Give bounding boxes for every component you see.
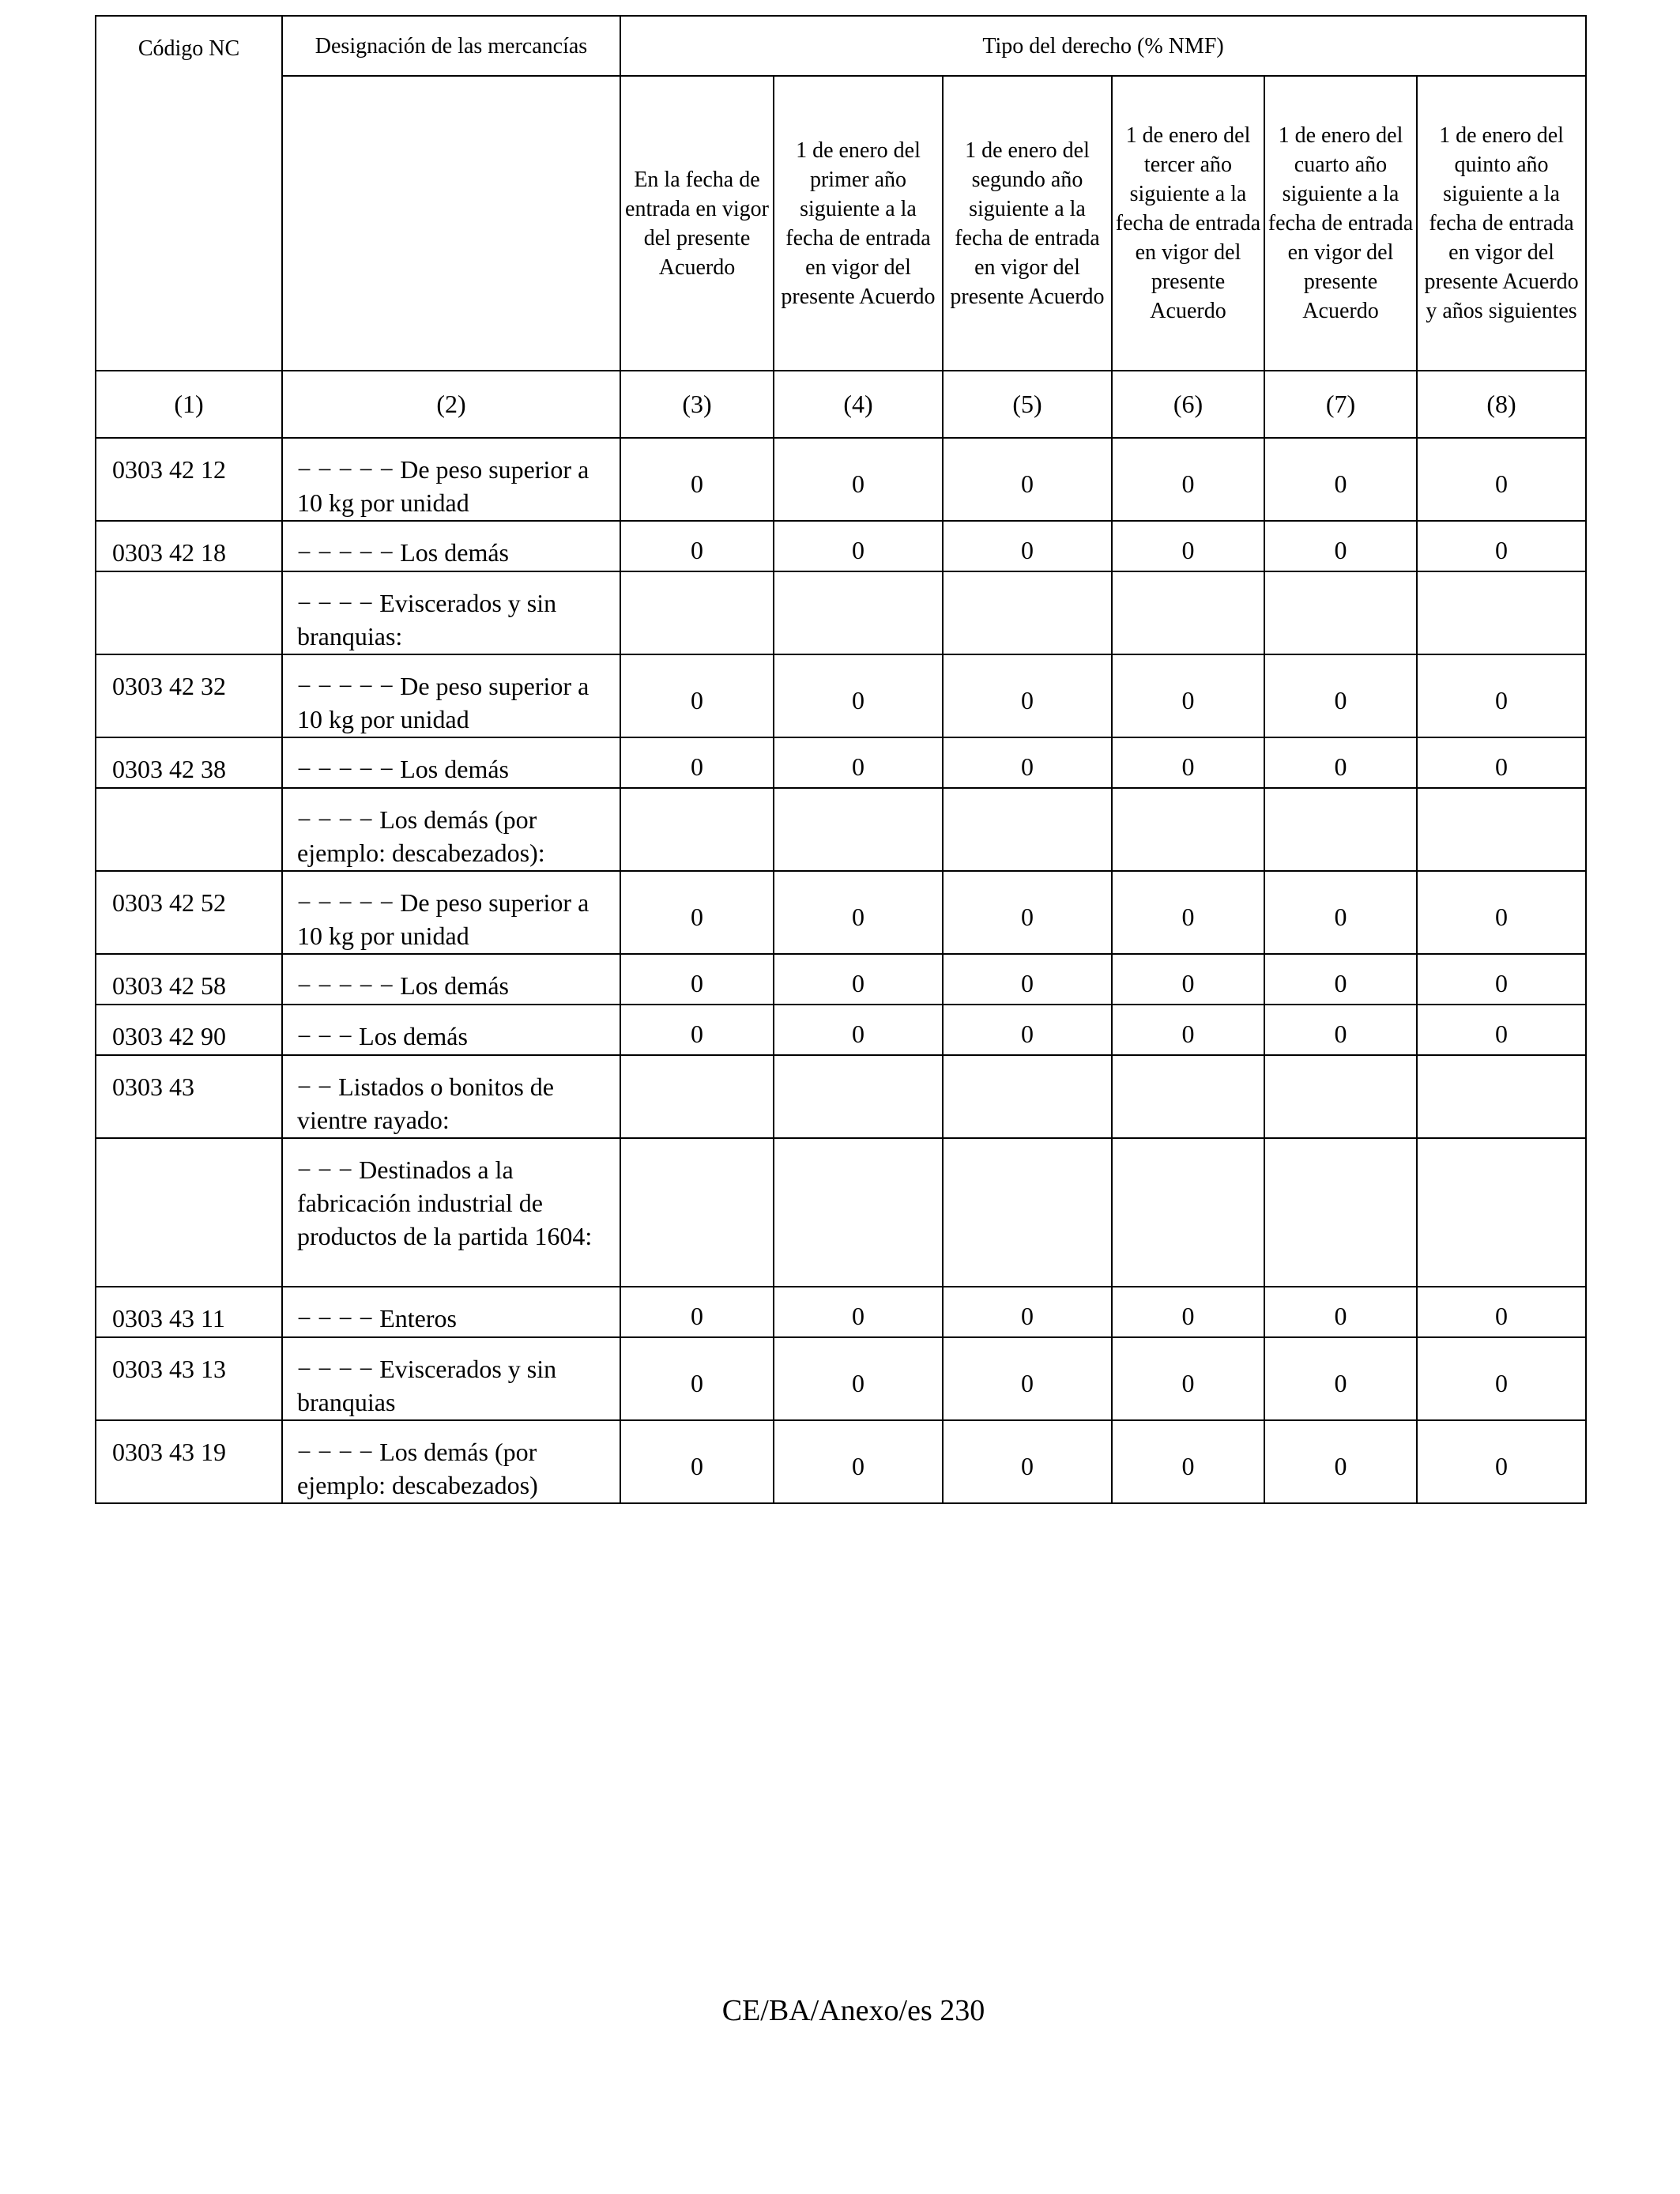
row-rate-stage-5 bbox=[1264, 1055, 1417, 1138]
row-rate-stage-4: 0 bbox=[1112, 737, 1264, 788]
row-rate-stage-3 bbox=[943, 1138, 1112, 1287]
row-rate-stage-4 bbox=[1112, 571, 1264, 654]
page-footer: CE/BA/Anexo/es 230 bbox=[721, 1994, 985, 2027]
row-description: − − − − − De peso superior a 10 kg por unidad bbox=[282, 871, 620, 954]
row-rate-stage-1 bbox=[620, 571, 774, 654]
row-rate-stage-5: 0 bbox=[1264, 521, 1417, 571]
row-rate-stage-6: 0 bbox=[1417, 737, 1586, 788]
row-rate-stage-1: 0 bbox=[620, 737, 774, 788]
table-row bbox=[96, 1055, 1586, 1138]
header-stage-4: 1 de enero del tercer año siguiente a la fecha de entrada en vigor del presente Acuerdo bbox=[1112, 76, 1264, 371]
row-rate-stage-4: 0 bbox=[1112, 1287, 1264, 1337]
table-row bbox=[96, 1138, 1586, 1287]
row-rate-stage-3: 0 bbox=[943, 1337, 1112, 1420]
tariff-table bbox=[95, 15, 1587, 1504]
column-number-4: (4) bbox=[774, 371, 943, 438]
row-code: 0303 42 38 bbox=[96, 737, 282, 788]
row-rate-stage-4 bbox=[1112, 788, 1264, 871]
row-code: 0303 43 11 bbox=[96, 1287, 282, 1337]
row-rate-stage-5: 0 bbox=[1264, 1420, 1417, 1503]
header-stage-3: 1 de enero del segundo año siguiente a la fecha de entrada en vigor del presente Acuerdo bbox=[943, 76, 1112, 371]
row-rate-stage-2 bbox=[774, 1055, 943, 1138]
row-rate-stage-2: 0 bbox=[774, 521, 943, 571]
row-rate-stage-6: 0 bbox=[1417, 1005, 1586, 1055]
row-rate-stage-2: 0 bbox=[774, 1287, 943, 1337]
row-rate-stage-4: 0 bbox=[1112, 521, 1264, 571]
row-description: − − − − − De peso superior a 10 kg por unidad bbox=[282, 438, 620, 521]
row-rate-stage-3 bbox=[943, 788, 1112, 871]
row-code: 0303 42 52 bbox=[96, 871, 282, 954]
row-code bbox=[96, 1138, 282, 1287]
table-row bbox=[96, 788, 1586, 871]
row-rate-stage-5: 0 bbox=[1264, 1287, 1417, 1337]
row-code: 0303 43 19 bbox=[96, 1420, 282, 1503]
row-description: − − Listados o bonitos de vientre rayado: bbox=[282, 1055, 620, 1138]
column-number-5: (5) bbox=[943, 371, 1112, 438]
row-rate-stage-6: 0 bbox=[1417, 438, 1586, 521]
row-rate-stage-5: 0 bbox=[1264, 438, 1417, 521]
row-rate-stage-3: 0 bbox=[943, 1287, 1112, 1337]
header-stage-2: 1 de enero del primer año siguiente a la fecha de entrada en vigor del presente Acuerdo bbox=[774, 76, 943, 371]
header-designation: Designación de las mercancías bbox=[282, 16, 620, 76]
table-row bbox=[96, 871, 1586, 954]
row-rate-stage-2: 0 bbox=[774, 654, 943, 737]
header-stage-6: 1 de enero del quinto año siguiente a la fecha de entrada en vigor del presente Acuerdo y años siguientes bbox=[1417, 76, 1586, 371]
row-rate-stage-2: 0 bbox=[774, 737, 943, 788]
row-rate-stage-3: 0 bbox=[943, 737, 1112, 788]
header-stage-1: En la fecha de entrada en vigor del presente Acuerdo bbox=[620, 76, 774, 371]
row-rate-stage-1: 0 bbox=[620, 1005, 774, 1055]
row-rate-stage-5 bbox=[1264, 1138, 1417, 1287]
row-rate-stage-6: 0 bbox=[1417, 1337, 1586, 1420]
row-rate-stage-6 bbox=[1417, 788, 1586, 871]
row-rate-stage-1: 0 bbox=[620, 1337, 774, 1420]
row-rate-stage-1 bbox=[620, 1138, 774, 1287]
row-code: 0303 42 12 bbox=[96, 438, 282, 521]
row-rate-stage-5: 0 bbox=[1264, 1337, 1417, 1420]
row-description: − − − − − De peso superior a 10 kg por unidad bbox=[282, 654, 620, 737]
row-rate-stage-6: 0 bbox=[1417, 871, 1586, 954]
row-description: − − − Destinados a la fabricación industrial de productos de la partida 1604: bbox=[282, 1138, 620, 1287]
row-code: 0303 42 58 bbox=[96, 954, 282, 1005]
row-rate-stage-4: 0 bbox=[1112, 871, 1264, 954]
row-rate-stage-6: 0 bbox=[1417, 521, 1586, 571]
row-rate-stage-2 bbox=[774, 571, 943, 654]
row-description: − − − − Los demás (por ejemplo: descabezados) bbox=[282, 1420, 620, 1503]
row-rate-stage-1: 0 bbox=[620, 438, 774, 521]
column-number-6: (6) bbox=[1112, 371, 1264, 438]
row-rate-stage-6: 0 bbox=[1417, 654, 1586, 737]
row-rate-stage-3: 0 bbox=[943, 521, 1112, 571]
row-rate-stage-2: 0 bbox=[774, 1005, 943, 1055]
row-rate-stage-1 bbox=[620, 788, 774, 871]
row-code bbox=[96, 788, 282, 871]
header-code-nc: Código NC bbox=[96, 16, 282, 371]
row-code: 0303 42 18 bbox=[96, 521, 282, 571]
row-description: − − − − Los demás (por ejemplo: descabezados): bbox=[282, 788, 620, 871]
row-code: 0303 42 90 bbox=[96, 1005, 282, 1055]
row-rate-stage-2 bbox=[774, 788, 943, 871]
row-rate-stage-3: 0 bbox=[943, 1420, 1112, 1503]
row-code: 0303 43 13 bbox=[96, 1337, 282, 1420]
row-rate-stage-3: 0 bbox=[943, 1005, 1112, 1055]
row-rate-stage-6: 0 bbox=[1417, 1287, 1586, 1337]
row-rate-stage-5: 0 bbox=[1264, 737, 1417, 788]
row-rate-stage-5: 0 bbox=[1264, 1005, 1417, 1055]
row-rate-stage-5 bbox=[1264, 571, 1417, 654]
row-rate-stage-2: 0 bbox=[774, 1420, 943, 1503]
table-row bbox=[96, 1420, 1586, 1503]
row-rate-stage-4: 0 bbox=[1112, 1005, 1264, 1055]
row-rate-stage-1: 0 bbox=[620, 1287, 774, 1337]
row-rate-stage-6: 0 bbox=[1417, 1420, 1586, 1503]
row-rate-stage-1: 0 bbox=[620, 521, 774, 571]
column-number-1: (1) bbox=[96, 371, 282, 438]
row-rate-stage-1: 0 bbox=[620, 1420, 774, 1503]
header-stage-5: 1 de enero del cuarto año siguiente a la fecha de entrada en vigor del presente Acuerdo bbox=[1264, 76, 1417, 371]
row-description: − − − Los demás bbox=[282, 1005, 620, 1055]
table-row bbox=[96, 954, 1586, 1005]
column-number-8: (8) bbox=[1417, 371, 1586, 438]
row-rate-stage-1: 0 bbox=[620, 654, 774, 737]
row-description: − − − − − Los demás bbox=[282, 737, 620, 788]
row-rate-stage-4: 0 bbox=[1112, 438, 1264, 521]
row-rate-stage-2: 0 bbox=[774, 438, 943, 521]
row-rate-stage-4: 0 bbox=[1112, 954, 1264, 1005]
row-rate-stage-6 bbox=[1417, 1138, 1586, 1287]
row-rate-stage-3 bbox=[943, 1055, 1112, 1138]
row-rate-stage-3: 0 bbox=[943, 438, 1112, 521]
column-number-3: (3) bbox=[620, 371, 774, 438]
table-row bbox=[96, 521, 1586, 571]
table-row bbox=[96, 1005, 1586, 1055]
row-code bbox=[96, 571, 282, 654]
row-rate-stage-2: 0 bbox=[774, 954, 943, 1005]
row-rate-stage-2: 0 bbox=[774, 1337, 943, 1420]
header-duty-type: Tipo del derecho (% NMF) bbox=[620, 16, 1586, 76]
row-rate-stage-5: 0 bbox=[1264, 954, 1417, 1005]
row-rate-stage-1: 0 bbox=[620, 871, 774, 954]
column-number-7: (7) bbox=[1264, 371, 1417, 438]
row-rate-stage-3: 0 bbox=[943, 871, 1112, 954]
table-row bbox=[96, 1337, 1586, 1420]
row-rate-stage-3: 0 bbox=[943, 954, 1112, 1005]
table-row bbox=[96, 737, 1586, 788]
row-description: − − − − Eviscerados y sin branquias bbox=[282, 1337, 620, 1420]
row-rate-stage-1: 0 bbox=[620, 954, 774, 1005]
column-number-2: (2) bbox=[282, 371, 620, 438]
row-rate-stage-4: 0 bbox=[1112, 1420, 1264, 1503]
row-rate-stage-2: 0 bbox=[774, 871, 943, 954]
row-rate-stage-5 bbox=[1264, 788, 1417, 871]
table-row bbox=[96, 654, 1586, 737]
row-rate-stage-3 bbox=[943, 571, 1112, 654]
row-rate-stage-4: 0 bbox=[1112, 1337, 1264, 1420]
row-description: − − − − Enteros bbox=[282, 1287, 620, 1337]
row-rate-stage-6 bbox=[1417, 571, 1586, 654]
header-designation-blank bbox=[282, 76, 620, 371]
row-rate-stage-5: 0 bbox=[1264, 871, 1417, 954]
row-rate-stage-6 bbox=[1417, 1055, 1586, 1138]
row-description: − − − − − Los demás bbox=[282, 954, 620, 1005]
row-rate-stage-4 bbox=[1112, 1055, 1264, 1138]
row-description: − − − − Eviscerados y sin branquias: bbox=[282, 571, 620, 654]
row-rate-stage-2 bbox=[774, 1138, 943, 1287]
row-rate-stage-6: 0 bbox=[1417, 954, 1586, 1005]
row-rate-stage-4 bbox=[1112, 1138, 1264, 1287]
table-row bbox=[96, 438, 1586, 521]
table-row bbox=[96, 571, 1586, 654]
table-row bbox=[96, 1287, 1586, 1337]
row-rate-stage-3: 0 bbox=[943, 654, 1112, 737]
row-rate-stage-4: 0 bbox=[1112, 654, 1264, 737]
row-code: 0303 43 bbox=[96, 1055, 282, 1138]
row-rate-stage-5: 0 bbox=[1264, 654, 1417, 737]
row-rate-stage-1 bbox=[620, 1055, 774, 1138]
row-code: 0303 42 32 bbox=[96, 654, 282, 737]
row-description: − − − − − Los demás bbox=[282, 521, 620, 571]
